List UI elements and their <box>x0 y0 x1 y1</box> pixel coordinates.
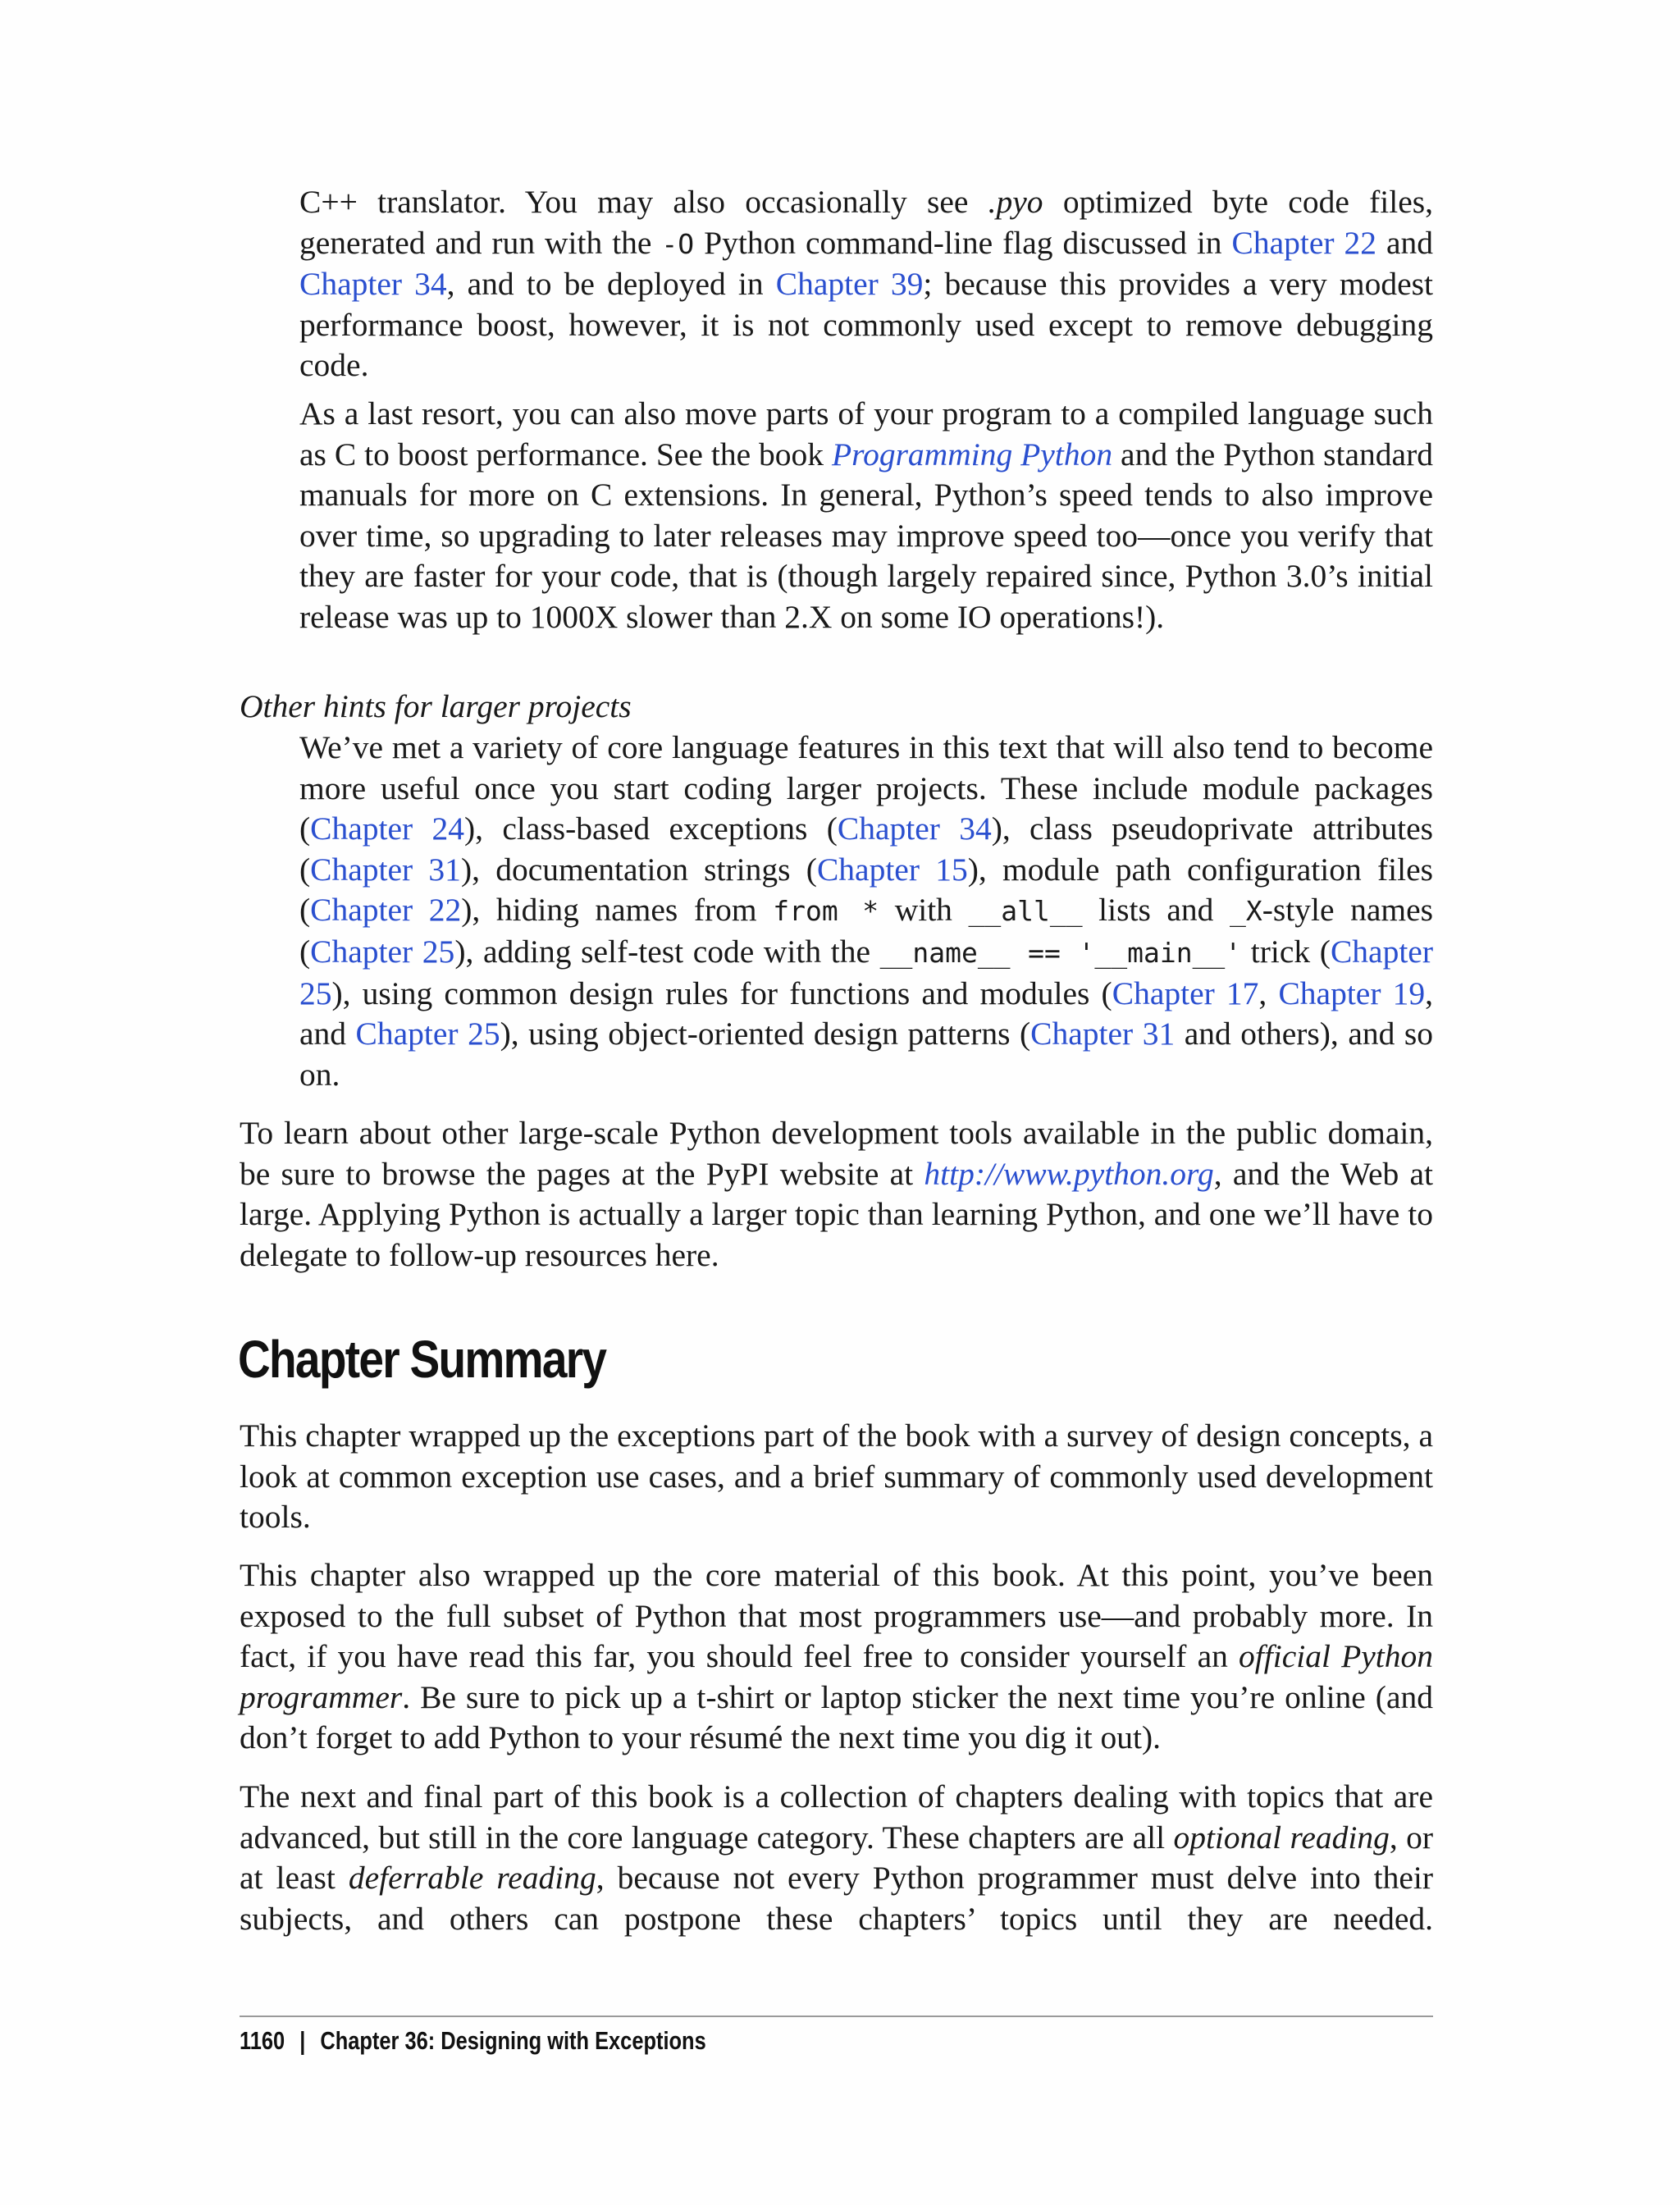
chapter-link[interactable]: Chapter 17 <box>1112 975 1259 1011</box>
term-other-hints: Other hints for larger projects <box>240 688 632 724</box>
official-programmer-term: official Python programmer <box>240 1638 1433 1715</box>
paragraph-last-resort: As a last resort, you can also move parts of your program to a compiled language such as C to boost performance. See the book Programming Python and the Python standard manuals for more on C extensions. In general, Python’s speed tends to also improve over time, so upgrading to later releases may improve speed too—once you verify that they are faster for your code, that is (though largely repaired since, Python 3.0’s initial release was up to 1000X slower than 2.X on some IO operations!). <box>299 395 1433 635</box>
python-org-link[interactable]: http://www.python.org <box>924 1155 1214 1192</box>
section-heading: Chapter Summary <box>238 1330 606 1389</box>
paragraph-pyo-files: C++ translator. You may also occasionally see .pyo optimized byte code files, generated and run with the -O Python command-line flag discussed in Chapter 22 and Chapter 34, and to be deployed in Chapter 39; because this provides a very modest performance boost, however, it is not commonly used except to remove debugging code. <box>299 184 1433 384</box>
chapter-link[interactable]: Chapter 22 <box>1231 224 1376 261</box>
pyo-term: .pyo <box>988 184 1043 220</box>
chapter-link[interactable]: Chapter 25 <box>355 1016 500 1052</box>
inline-code: __all__ <box>968 895 1083 928</box>
footer-divider <box>240 2016 1433 2017</box>
inline-code: _X <box>1230 895 1262 928</box>
inline-code: from * <box>773 895 879 928</box>
chapter-link[interactable]: Chapter 25 <box>299 933 1433 1011</box>
chapter-link[interactable]: Chapter 15 <box>816 851 968 888</box>
paragraph-pypi: To learn about other large-scale Python development tools available in the public domain, be sure to browse the pages at the PyPI website at http://www.python.org, and the Web at large. Applying Python is actually a larger topic than learning Python, and one we’ll have to delegate to follow-up resources here. <box>240 1115 1433 1273</box>
chapter-link[interactable]: Chapter 34 <box>837 810 992 847</box>
chapter-link[interactable]: Chapter 24 <box>310 810 464 847</box>
summary-paragraph-2: This chapter also wrapped up the core material of this book. At this point, you’ve been exposed to the full subset of Python that most programmers use—and probably more. In fact, if you have read this far, you should feel free to consider yourself an official Python programmer. Be sure to pick up a t-shirt or laptop sticker the next time you’re online (and don’t forget to add Python to your résumé the next time you dig it out). <box>240 1557 1433 1756</box>
summary-paragraph-1: This chapter wrapped up the exceptions part of the book with a survey of design concepts, a look at common exception use cases, and a brief summary of commonly used development tools. <box>240 1418 1433 1536</box>
book-link[interactable]: Programming Python <box>832 436 1113 472</box>
summary-paragraph-3: The next and final part of this book is a collection of chapters dealing with topics that are advanced, but still in the core language category. These chapters are all optional reading, or at least deferrable reading, because not every Python programmer must delve into their subjects, and others can postpone these chapters’ topics until they are needed. <box>240 1778 1433 1937</box>
chapter-link[interactable]: Chapter 31 <box>1030 1016 1176 1052</box>
chapter-link[interactable]: Chapter 39 <box>775 266 924 303</box>
page-footer <box>240 2025 706 2057</box>
chapter-link[interactable]: Chapter 34 <box>299 266 447 303</box>
footer-chapter-title: Chapter 36: Designing with Exceptions <box>320 2026 706 2055</box>
page-number: 1160 <box>240 2026 285 2055</box>
optional-reading-term: optional reading <box>1173 1819 1390 1856</box>
paragraph-larger-projects: We’ve met a variety of core language features in this text that will also tend to become more useful once you start coding larger projects. These include module packages (Chapter 24), class-based exceptions (Chapter 34), class pseudoprivate attributes (Chapter 31), documentation strings (Chapter 15), module path configuration files (Chapter 22), hiding names from from * with __all__ lists and _X-style names (Chapter 25), adding self-test code with the __name__ == '__main__' trick (Chapter 25), using common design rules for functions and modules (Chapter 17, Chapter 19, and Chapter 25), using object-oriented design patterns (Chapter 31 and others), and so on. <box>299 729 1433 1093</box>
deferrable-reading-term: deferrable reading <box>348 1860 596 1897</box>
chapter-link[interactable]: Chapter 25 <box>310 933 455 970</box>
inline-code: -O <box>661 227 695 260</box>
chapter-link[interactable]: Chapter 19 <box>1278 975 1426 1011</box>
chapter-link[interactable]: Chapter 31 <box>310 851 461 888</box>
footer-separator: | <box>299 2026 306 2055</box>
inline-code: __name__ == '__main__' <box>879 936 1242 969</box>
chapter-link[interactable]: Chapter 22 <box>310 892 462 929</box>
